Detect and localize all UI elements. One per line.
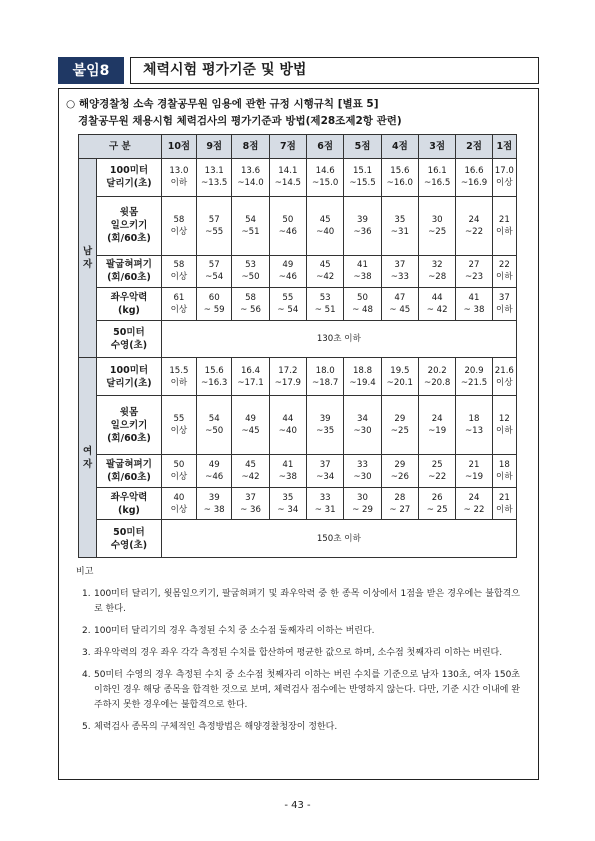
event-name: 50미터 수영(초) — [97, 520, 162, 558]
header-category: 구 분 — [79, 135, 162, 159]
header-score: 7점 — [269, 135, 306, 159]
table-row — [79, 358, 517, 396]
score-range: 12 이하 — [492, 396, 516, 455]
score-range: 18.0 ~18.7 — [307, 358, 344, 396]
event-name: 윗몸 일으키기 (회/60초) — [97, 196, 162, 255]
table-row — [79, 320, 517, 358]
score-range: 41 ~38 — [344, 255, 381, 288]
score-range: 24 ~22 — [456, 196, 492, 255]
score-range: 17.0 이상 — [492, 159, 516, 197]
document-title: 체력시험 평가기준 및 방법 — [130, 57, 539, 84]
score-range: 49 ~45 — [232, 396, 269, 455]
remark-text: 100미터 달리기의 경우 측정된 수치 중 소수점 둘째자리 이하는 버린다. — [94, 626, 375, 636]
table-row — [79, 396, 517, 455]
score-range: 57 ~54 — [197, 255, 232, 288]
score-range: 45 ~42 — [232, 455, 269, 488]
score-range: 15.6 ~16.3 — [197, 358, 232, 396]
score-range: 61 이상 — [161, 288, 196, 321]
event-name: 팔굽혀펴기 (회/60초) — [97, 255, 162, 288]
score-range: 25 ~22 — [419, 455, 456, 488]
score-range: 34 ~30 — [344, 396, 381, 455]
header-score: 8점 — [232, 135, 269, 159]
remarks-heading: 비고 — [76, 567, 94, 577]
table-header-row — [79, 135, 517, 159]
score-range: 44 ~ 42 — [419, 288, 456, 321]
table-row — [79, 487, 517, 520]
remark-item: 4. 50미터 수영의 경우 측정된 수치 중 소수점 첫째자리 이하는 버린 수치를 기준으로 남자 130초, 여자 150초 이하인 경우 해당 종목을 합격한 것으로 보며, 체력검사 점수에는 반영하지 않는다. 다만, 기준 시간 이내에 완주하지 못한 경우에는 불합격으로 한다. — [76, 668, 520, 713]
score-range: 22 이하 — [492, 255, 516, 288]
event-name: 팔굽혀펴기 (회/60초) — [97, 455, 162, 488]
intro-line-2: 경찰공무원 채용시험 체력검사의 평가기준과 방법(제28조제2항 관련) — [78, 115, 402, 127]
score-range: 50 ~46 — [269, 196, 306, 255]
score-range: 19.5 ~20.1 — [381, 358, 418, 396]
table-row — [79, 255, 517, 288]
score-range: 58 이상 — [161, 196, 196, 255]
score-range: 13.0 이하 — [161, 159, 196, 197]
score-range: 20.9 ~21.5 — [456, 358, 492, 396]
score-range: 44 ~40 — [269, 396, 306, 455]
score-range: 28 ~ 27 — [381, 487, 418, 520]
score-range: 47 ~ 45 — [381, 288, 418, 321]
score-range: 16.4 ~17.1 — [232, 358, 269, 396]
score-range: 35 ~31 — [381, 196, 418, 255]
score-range: 24 ~19 — [419, 396, 456, 455]
score-range: 18.8 ~19.4 — [344, 358, 381, 396]
remarks-section — [76, 565, 520, 742]
score-range: 13.1 ~13.5 — [197, 159, 232, 197]
remark-text: 100미터 달리기, 윗몸일으키기, 팔굽혀펴기 및 좌우악력 중 한 종목 이상에서 1점을 받은 경우에는 불합격으로 한다. — [94, 589, 520, 614]
score-range: 27 ~23 — [456, 255, 492, 288]
score-range: 15.1 ~15.5 — [344, 159, 381, 197]
intro-text — [64, 96, 534, 130]
score-range: 55 이상 — [161, 396, 196, 455]
score-range: 37 ~ 36 — [232, 487, 269, 520]
score-range: 18 이하 — [492, 455, 516, 488]
score-range: 13.6 ~14.0 — [232, 159, 269, 197]
score-range: 21.6 이상 — [492, 358, 516, 396]
score-range: 53 ~ 51 — [307, 288, 344, 321]
score-range: 30 ~ 29 — [344, 487, 381, 520]
score-range: 40 이상 — [161, 487, 196, 520]
score-range: 30 ~25 — [419, 196, 456, 255]
score-range: 29 ~25 — [381, 396, 418, 455]
gender-label: 여 자 — [79, 358, 97, 558]
document-header — [58, 57, 539, 84]
header-score: 2점 — [456, 135, 492, 159]
header-score: 5점 — [344, 135, 381, 159]
score-range: 18 ~13 — [456, 396, 492, 455]
header-score: 1점 — [492, 135, 516, 159]
score-range: 14.6 ~15.0 — [307, 159, 344, 197]
score-range: 24 ~ 22 — [456, 487, 492, 520]
score-range: 60 ~ 59 — [197, 288, 232, 321]
score-range: 16.1 ~16.5 — [419, 159, 456, 197]
event-name: 좌우악력 (kg) — [97, 487, 162, 520]
remark-text: 좌우악력의 경우 좌우 각각 측정된 수치를 합산하여 평균한 값으로 하며, 소수점 첫째자리 이하는 버린다. — [94, 648, 503, 658]
score-range: 50 이상 — [161, 455, 196, 488]
table-row — [79, 520, 517, 558]
page-number: - 43 - — [284, 800, 311, 811]
remark-item: 3. 좌우악력의 경우 좌우 각각 측정된 수치를 합산하여 평균한 값으로 하며, 소수점 첫째자리 이하는 버린다. — [76, 646, 520, 661]
score-range: 37 ~34 — [307, 455, 344, 488]
score-range: 41 ~38 — [269, 455, 306, 488]
score-range: 15.6 ~16.0 — [381, 159, 418, 197]
score-range: 17.2 ~17.9 — [269, 358, 306, 396]
score-range: 41 ~ 38 — [456, 288, 492, 321]
score-range: 21 ~19 — [456, 455, 492, 488]
intro-line-1: ○ 해양경찰청 소속 경찰공무원 임용에 관한 규정 시행규칙 [별표 5] — [66, 98, 379, 110]
score-range: 45 ~40 — [307, 196, 344, 255]
score-range: 14.1 ~14.5 — [269, 159, 306, 197]
header-score: 10점 — [161, 135, 196, 159]
score-range: 21 이하 — [492, 196, 516, 255]
score-range: 49 ~46 — [197, 455, 232, 488]
event-name: 100미터 달리기(초) — [97, 159, 162, 197]
score-range: 21 이하 — [492, 487, 516, 520]
remark-item: 1. 100미터 달리기, 윗몸일으키기, 팔굽혀펴기 및 좌우악력 중 한 종목 이상에서 1점을 받은 경우에는 불합격으로 한다. — [76, 587, 520, 617]
score-range: 45 ~42 — [307, 255, 344, 288]
score-range: 54 ~50 — [197, 396, 232, 455]
score-range: 49 ~46 — [269, 255, 306, 288]
header-score: 6점 — [307, 135, 344, 159]
score-range: 53 ~50 — [232, 255, 269, 288]
score-range: 29 ~26 — [381, 455, 418, 488]
event-name: 윗몸 일으키기 (회/60초) — [97, 396, 162, 455]
table-row — [79, 455, 517, 488]
table-row — [79, 288, 517, 321]
score-range: 32 ~28 — [419, 255, 456, 288]
score-range: 39 ~ 38 — [197, 487, 232, 520]
score-range: 54 ~51 — [232, 196, 269, 255]
score-range: 57 ~55 — [197, 196, 232, 255]
remark-item: 5. 체력검사 종목의 구체적인 측정방법은 해양경찰청장이 정한다. — [76, 720, 520, 735]
event-name: 100미터 달리기(초) — [97, 358, 162, 396]
header-score: 9점 — [197, 135, 232, 159]
score-range: 37 이하 — [492, 288, 516, 321]
score-range: 39 ~36 — [344, 196, 381, 255]
remark-text: 체력검사 종목의 구체적인 측정방법은 해양경찰청장이 정한다. — [94, 722, 338, 732]
score-range: 58 ~ 56 — [232, 288, 269, 321]
header-score: 4점 — [381, 135, 418, 159]
pass-criterion: 130초 이하 — [161, 320, 516, 358]
score-range: 37 ~33 — [381, 255, 418, 288]
score-range: 50 ~ 48 — [344, 288, 381, 321]
event-name: 50미터 수영(초) — [97, 320, 162, 358]
table-row — [79, 159, 517, 197]
attachment-tag: 붙임8 — [58, 57, 124, 84]
score-range: 33 ~ 31 — [307, 487, 344, 520]
score-range: 35 ~ 34 — [269, 487, 306, 520]
score-range: 26 ~ 25 — [419, 487, 456, 520]
header-score: 3점 — [419, 135, 456, 159]
gender-label: 남 자 — [79, 159, 97, 358]
score-range: 39 ~35 — [307, 396, 344, 455]
remark-item: 2. 100미터 달리기의 경우 측정된 수치 중 소수점 둘째자리 이하는 버린다. — [76, 624, 520, 639]
score-range: 16.6 ~16.9 — [456, 159, 492, 197]
pass-criterion: 150초 이하 — [161, 520, 516, 558]
table-row — [79, 196, 517, 255]
score-range: 20.2 ~20.8 — [419, 358, 456, 396]
score-range: 58 이상 — [161, 255, 196, 288]
fitness-standards-table — [78, 134, 517, 558]
score-range: 33 ~30 — [344, 455, 381, 488]
event-name: 좌우악력 (kg) — [97, 288, 162, 321]
score-range: 15.5 이하 — [161, 358, 196, 396]
remark-text: 50미터 수영의 경우 측정된 수치 중 소수점 첫째자리 이하는 버린 수치를 기준으로 남자 130초, 여자 150초 이하인 경우 해당 종목을 합격한 것으로 보며, 체력검사 점수에는 반영하지 않는다. 다만, 기준 시간 이내에 완주하지 못한 경우에는 불합격으로 한다. — [94, 670, 520, 710]
score-range: 55 ~ 54 — [269, 288, 306, 321]
